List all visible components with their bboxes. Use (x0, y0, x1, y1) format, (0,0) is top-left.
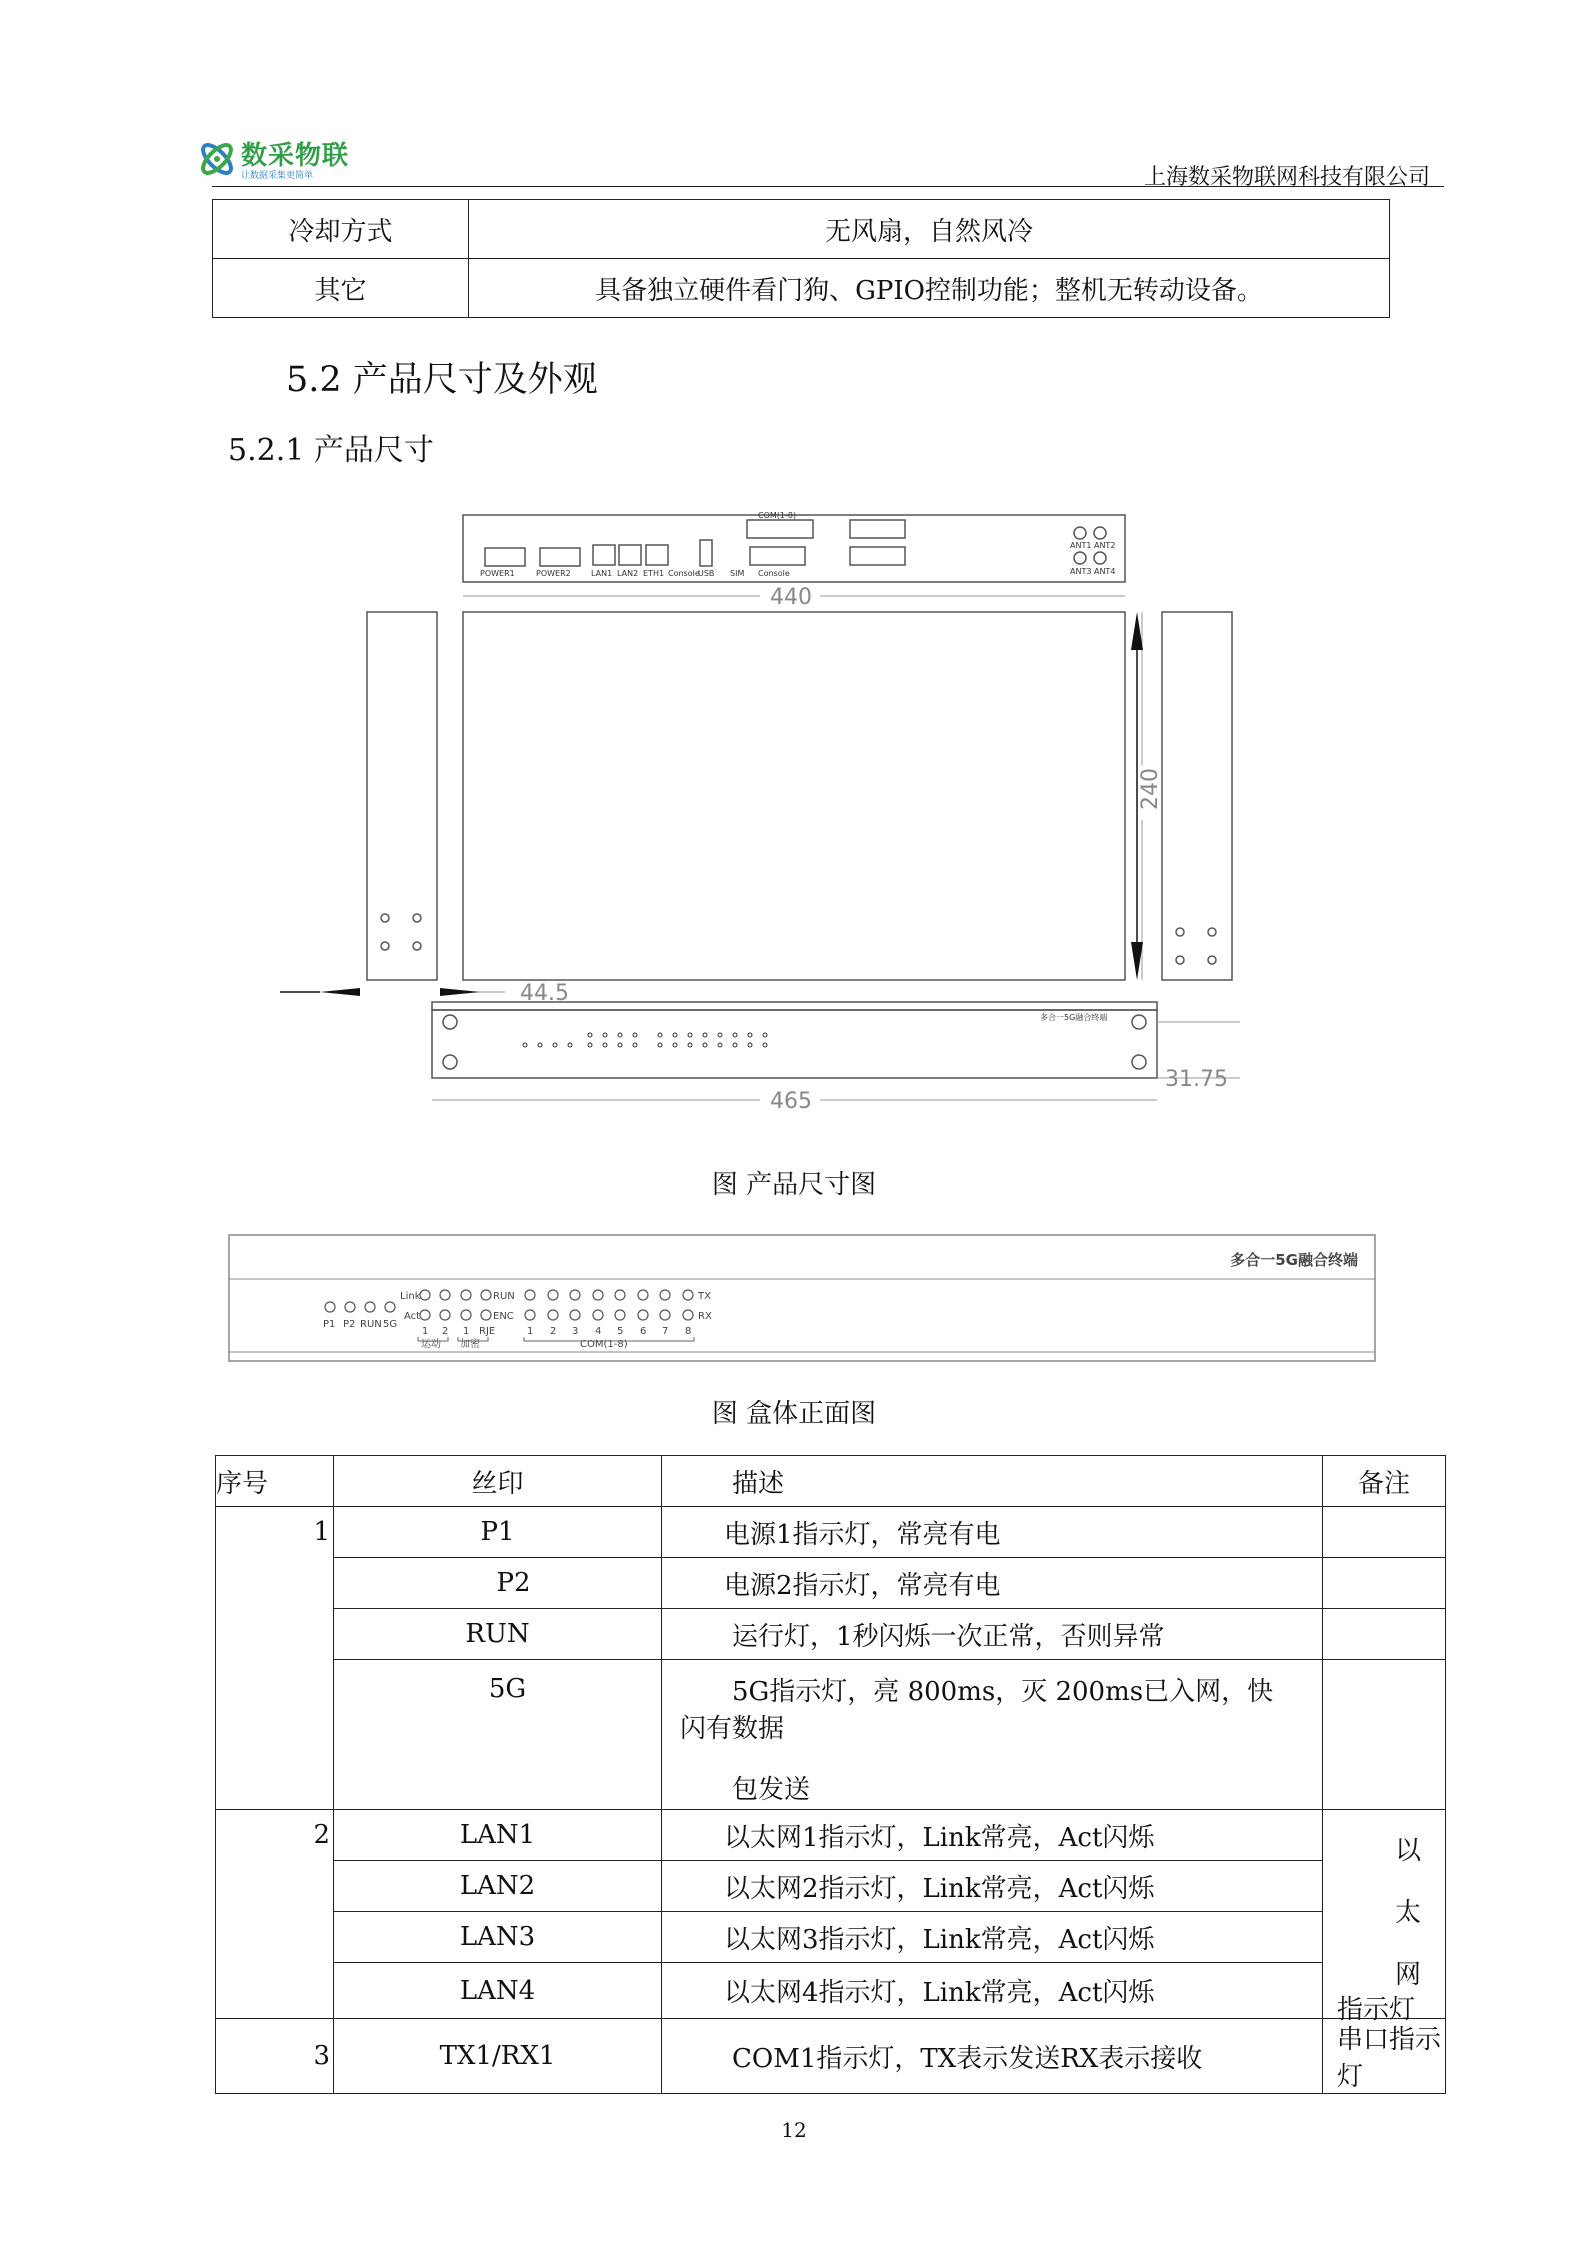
silk-cell: TX1/RX1 (334, 2019, 662, 2094)
rear-label-console: Console (668, 569, 700, 578)
dim-height-label: 31.75 (1165, 1067, 1228, 1092)
arrow-up-icon (1131, 612, 1143, 650)
led-row-act-label: Act (404, 1311, 421, 1322)
table-row (216, 1609, 1446, 1660)
table-row (216, 1912, 1446, 1963)
silk-cell: LAN1 (334, 1810, 662, 1861)
left-side-view (367, 612, 437, 980)
rear-label-lan2: LAN2 (617, 569, 639, 578)
indicator-table (215, 1455, 1446, 2094)
rear-label-eth1: ETH1 (643, 569, 665, 578)
silk-cell: LAN4 (334, 1963, 662, 2019)
table-row (216, 1558, 1446, 1609)
com-number-1: 1 (527, 1326, 534, 1337)
arrow-left-icon (320, 988, 360, 996)
led-label-enc: ENC (493, 1311, 514, 1322)
silk-cell: P1 (334, 1507, 662, 1558)
led-row-link-label: Link (400, 1291, 421, 1302)
section-heading: 5.2 产品尺寸及外观 (286, 360, 598, 400)
desc-cell: 电源2指示灯，常亮有电 (662, 1558, 1323, 1609)
rear-label-power1: POWER1 (480, 569, 515, 578)
rear-label-sim: SIM (730, 569, 745, 578)
table-header-row (216, 1456, 1446, 1507)
header-divider (212, 186, 1444, 187)
led-label-p1: P1 (323, 1319, 336, 1330)
table-row (216, 1660, 1446, 1810)
led-label-run: RUN (360, 1319, 382, 1330)
spec-label: 其它 (213, 259, 469, 318)
silk-cell: 5G (334, 1660, 662, 1810)
led-label-tx: TX (698, 1291, 711, 1302)
header-silk: 丝印 (334, 1456, 662, 1507)
figure-caption-dimensions: 图 产品尺寸图 (711, 1170, 877, 1200)
rear-label-power2: POWER2 (536, 569, 571, 578)
rear-label-console2: Console (758, 569, 790, 578)
port-number-3: 1 (463, 1326, 470, 1337)
right-side-view (1162, 612, 1232, 980)
table-row (216, 2019, 1446, 2094)
note-cell: 以太网 指示灯 (1323, 1810, 1446, 2019)
figure-caption-front: 图 盒体正面图 (711, 1399, 877, 1429)
com-number-7: 7 (662, 1326, 669, 1337)
com-number-8: 8 (685, 1326, 692, 1337)
logo-mark-icon (195, 135, 239, 183)
desc-cell (662, 1660, 1323, 1810)
com-number-5: 5 (617, 1326, 624, 1337)
desc-cell: COM1指示灯，TX表示发送RX表示接收 (662, 2019, 1323, 2094)
logo-slogan: 让数据采集更简单 (241, 171, 314, 181)
group-label-encrypt: 加密 (460, 1339, 480, 1350)
port-number-1: 1 (422, 1326, 429, 1337)
desc-cell: 电源1指示灯，常亮有电 (662, 1507, 1323, 1558)
note-line: 以太网 (1395, 1836, 1422, 1990)
com-number-4: 4 (595, 1326, 602, 1337)
desc-cell: 以太网2指示灯，Link常亮，Act闪烁 (662, 1861, 1323, 1912)
group-label-motion: 运动 (421, 1339, 441, 1350)
table-row (213, 259, 1390, 318)
desc-line: 5G指示灯，亮 800ms，灭 200ms已入网，快 (732, 1677, 1274, 1707)
dim-width-label: 440 (770, 585, 812, 610)
front-panel-diagram (228, 1234, 1378, 1364)
led-label-rje: RJE (479, 1326, 496, 1337)
logo-name: 数采物联 (241, 141, 350, 171)
port-number-2: 2 (442, 1326, 449, 1337)
front-panel-title: 多合一5G融合终端 (1230, 1251, 1358, 1269)
rear-label-ant34: ANT3 ANT4 (1070, 567, 1116, 576)
dim-side-label: 44.5 (520, 981, 569, 1006)
page-number: 12 (781, 2118, 807, 2142)
desc-cell: 运行灯，1秒闪烁一次正常，否则异常 (662, 1609, 1323, 1660)
desc-cell: 以太网1指示灯，Link常亮，Act闪烁 (662, 1810, 1323, 1861)
rear-label-usb: USB (698, 569, 715, 578)
seq-cell: 2 (216, 1810, 334, 2019)
seq-cell: 1 (216, 1507, 334, 1810)
desc-cell: 以太网4指示灯，Link常亮，Act闪烁 (662, 1963, 1323, 2019)
silk-cell: LAN3 (334, 1912, 662, 1963)
led-label-rx: RX (698, 1311, 712, 1322)
dim-rack-width-label: 465 (770, 1089, 812, 1114)
com-number-3: 3 (572, 1326, 579, 1337)
led-label-run-right: RUN (493, 1291, 515, 1302)
arrow-down-icon (1131, 942, 1143, 980)
table-row (216, 1963, 1446, 2019)
silk-cell: LAN2 (334, 1861, 662, 1912)
rear-label-ant12: ANT1 ANT2 (1070, 541, 1116, 550)
subsection-heading: 5.2.1 产品尺寸 (228, 433, 434, 468)
desc-cell: 以太网3指示灯，Link常亮，Act闪烁 (662, 1912, 1323, 1963)
dim-depth-label: 240 (1138, 768, 1163, 810)
top-view-outline (463, 612, 1125, 980)
note-cell: 串口指示灯 (1323, 2019, 1446, 2094)
rear-label-lan1: LAN1 (591, 569, 613, 578)
note-cell (1323, 1660, 1446, 1810)
spec-label: 冷却方式 (213, 200, 469, 259)
silk-cell: RUN (334, 1609, 662, 1660)
dimension-drawing (280, 500, 1240, 1140)
led-label-p2: P2 (343, 1319, 356, 1330)
note-cell (1323, 1507, 1446, 1558)
rear-label-com: COM(1-8) (758, 511, 797, 520)
spec-table (212, 199, 1390, 318)
seq-cell: 3 (216, 2019, 334, 2094)
header-note: 备注 (1323, 1456, 1446, 1507)
silk-cell: P2 (334, 1558, 662, 1609)
desc-line: 包发送 (732, 1775, 811, 1805)
company-logo (195, 135, 365, 185)
company-name: 上海数采物联网科技有限公司 (1143, 165, 1430, 190)
table-row (216, 1507, 1446, 1558)
note-cell (1323, 1558, 1446, 1609)
front-view-title: 多合一5G融合终端 (1040, 1013, 1108, 1022)
note-cell (1323, 1609, 1446, 1660)
com-number-6: 6 (640, 1326, 647, 1337)
spec-value: 具备独立硬件看门狗、GPIO控制功能；整机无转动设备。 (469, 259, 1390, 318)
spec-value: 无风扇，自然风冷 (469, 200, 1390, 259)
com-number-2: 2 (550, 1326, 557, 1337)
header-desc: 描述 (662, 1456, 1323, 1507)
header-seq: 序号 (216, 1456, 334, 1507)
table-row (216, 1861, 1446, 1912)
desc-line: 闪有数据 (680, 1714, 785, 1744)
table-row (213, 200, 1390, 259)
table-row (216, 1810, 1446, 1861)
led-label-5g: 5G (383, 1319, 398, 1330)
group-label-com: COM(1-8) (580, 1339, 628, 1350)
